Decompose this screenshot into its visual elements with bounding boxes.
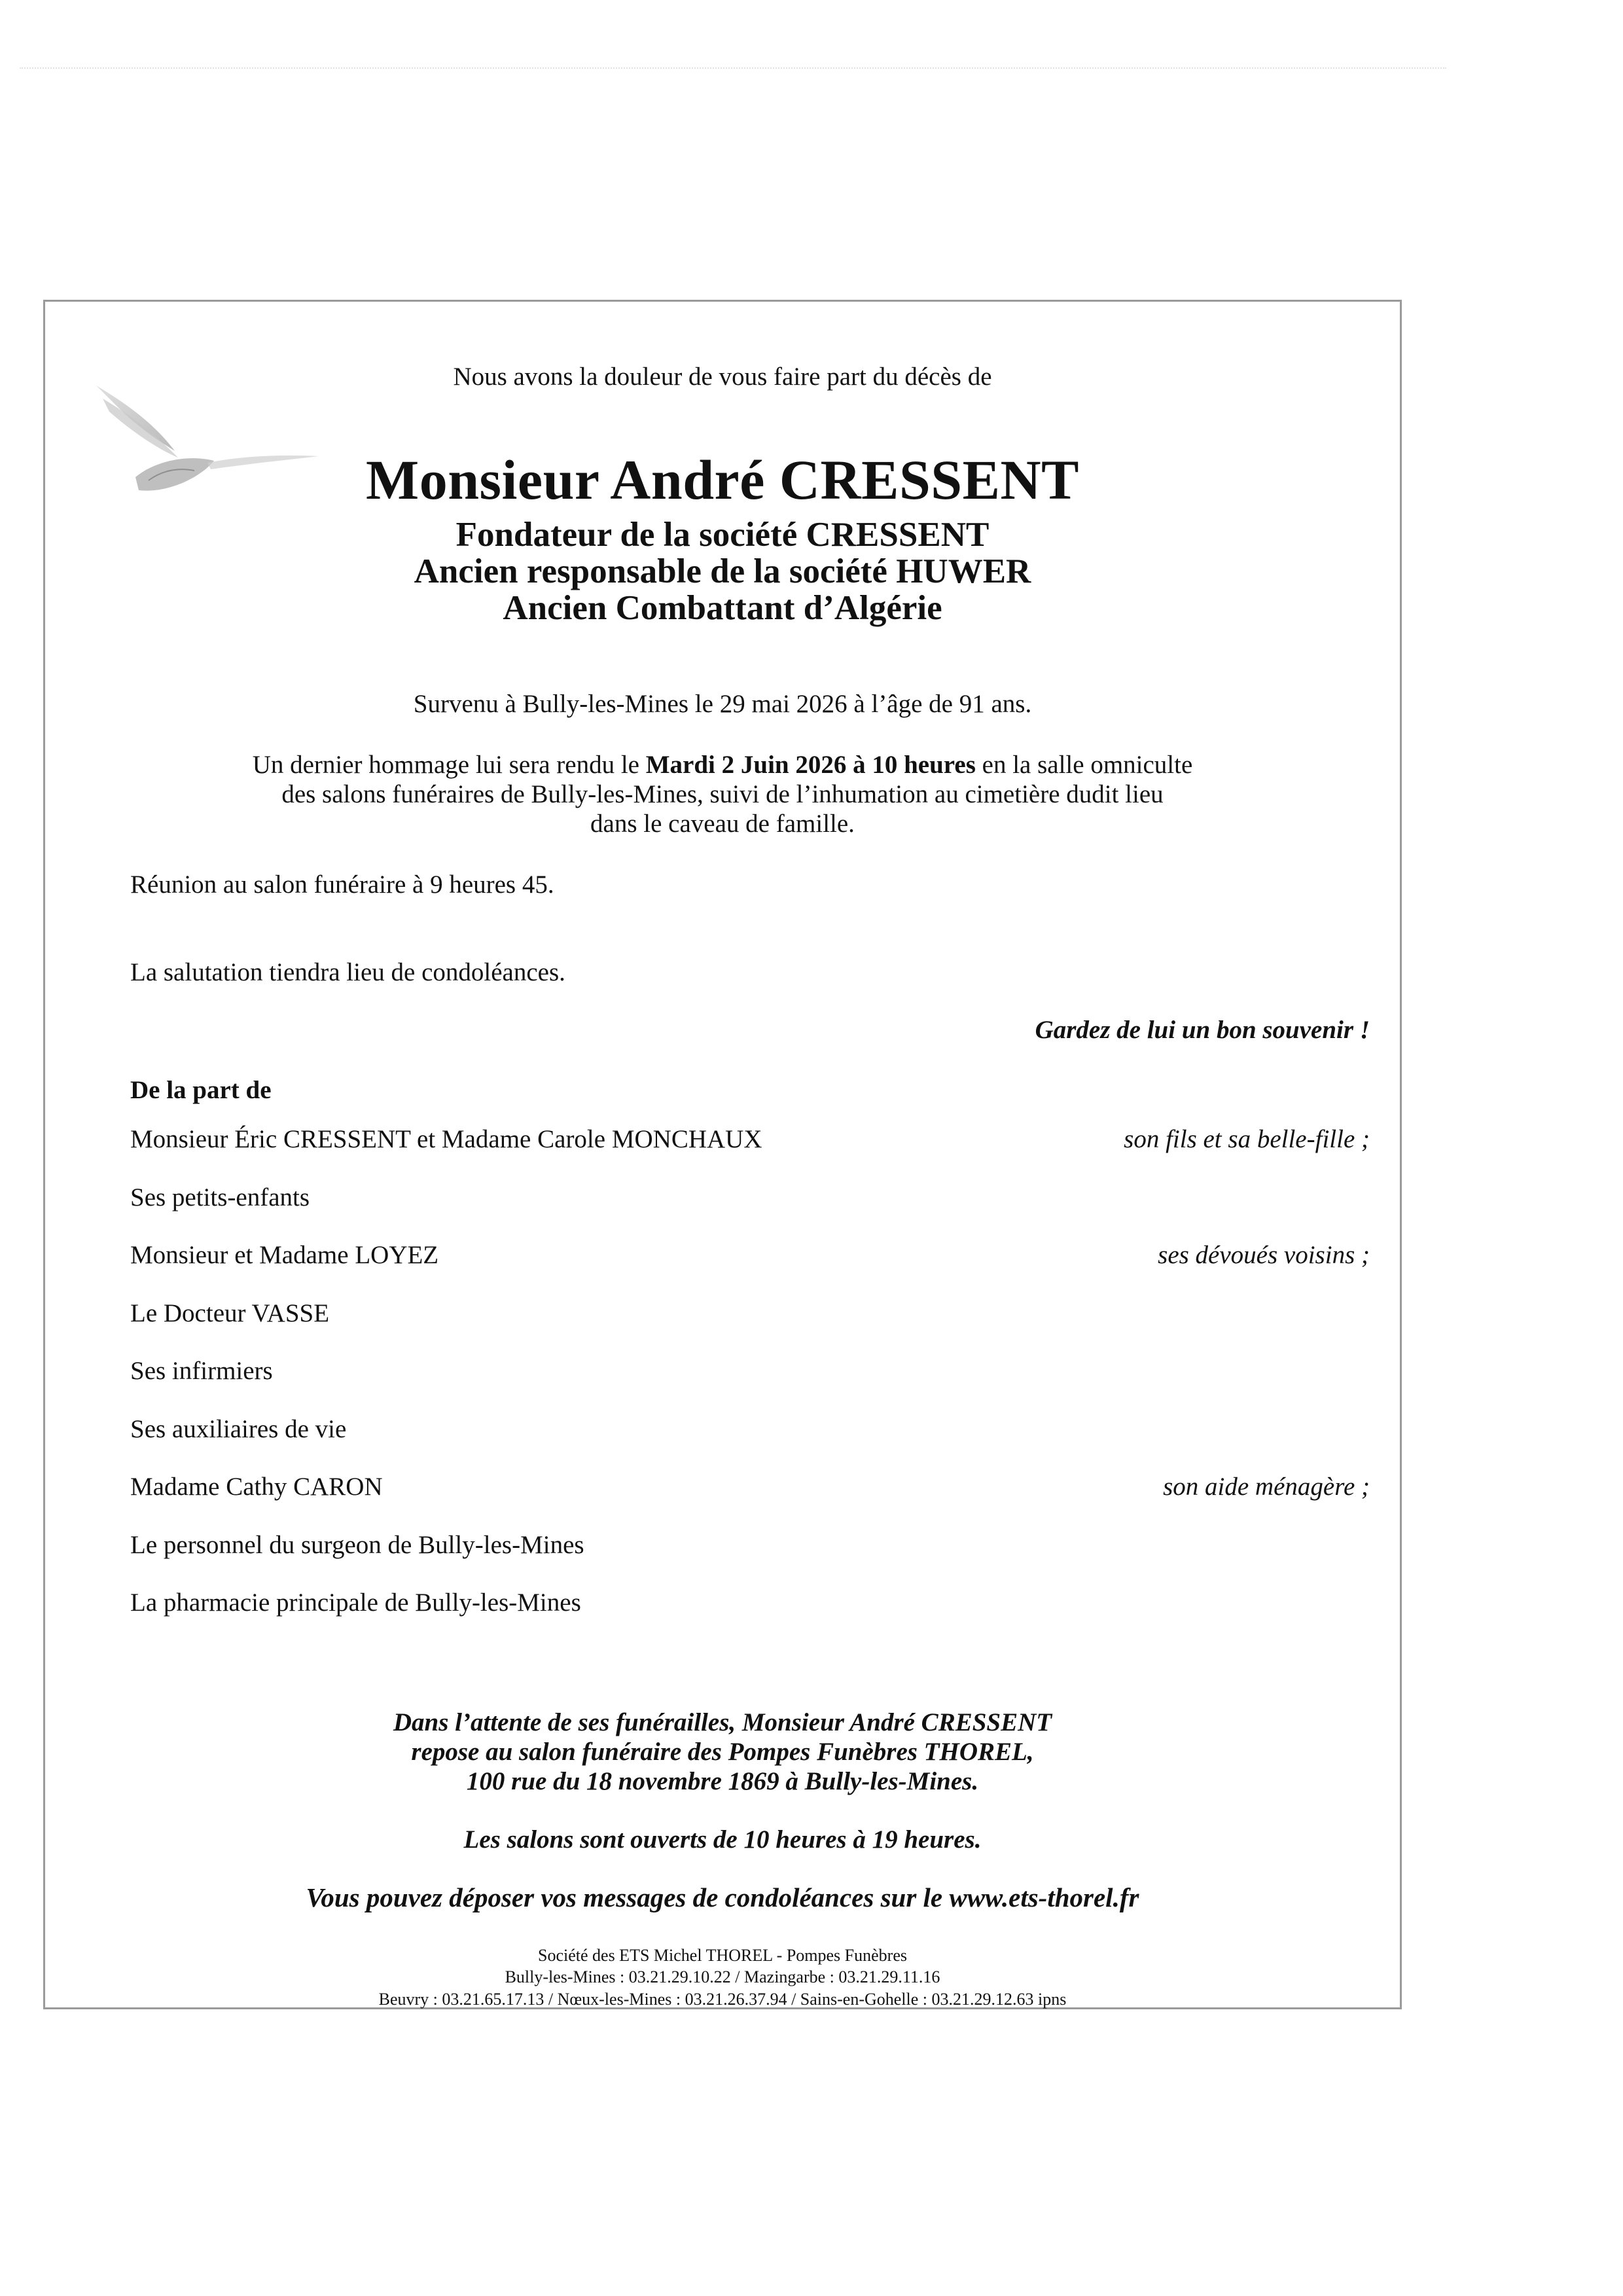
footer-phones-2: Beuvry : 03.21.65.17.13 / Nœux-les-Mines : 03.21.26.37.94 / Sains-en-Gohelle : 03.21.29.12.63 ipns (378, 1990, 1067, 2009)
family-row (130, 1472, 1370, 1505)
from-label: De la part de (130, 1076, 272, 1104)
family-relation: ses dévoués voisins ; (1158, 1241, 1370, 1269)
family-row (130, 1356, 1370, 1389)
hommage-line-3: dans le caveau de famille. (590, 810, 855, 838)
repose-line-2: repose au salon funéraire des Pompes Funèbres THOREL, (411, 1738, 1034, 1766)
family-member: Ses petits-enfants (130, 1183, 310, 1211)
footer-phones-1: Bully-les-Mines : 03.21.29.10.22 / Mazingarbe : 03.21.29.11.16 (505, 1967, 940, 1986)
family-row (130, 1530, 1370, 1563)
salutation-text: La salutation tiendra lieu de condoléances. (130, 958, 565, 986)
family-member: Le Docteur VASSE (130, 1299, 330, 1327)
title-line-2: Ancien responsable de la société HUWER (414, 552, 1031, 590)
death-details: Survenu à Bully-les-Mines le 29 mai 2026 à l’âge de 91 ans. (413, 690, 1032, 718)
hommage-line-2: des salons funéraires de Bully-les-Mines, suivi de l’inhumation au cimetière dudit lieu (281, 780, 1164, 808)
family-member: Ses infirmiers (130, 1357, 273, 1385)
footer-company: Société des ETS Michel THOREL - Pompes Funèbres (538, 1946, 907, 1965)
hommage-text-before: Un dernier hommage lui sera rendu le (252, 751, 646, 779)
family-row (130, 1240, 1370, 1273)
condolence-website: Vous pouvez déposer vos messages de condoléances sur le www.ets-thorel.fr (306, 1882, 1139, 1912)
family-member: Monsieur Éric CRESSENT et Madame Carole MONCHAUX (130, 1125, 762, 1153)
deceased-name: Monsieur André CRESSENT (366, 448, 1079, 511)
hommage-line-1 (45, 750, 1400, 780)
hommage-date: Mardi 2 Juin 2026 à 10 heures (645, 751, 976, 779)
family-row (130, 1124, 1370, 1157)
reunion-text: Réunion au salon funéraire à 9 heures 45. (130, 870, 554, 899)
repose-line-1: Dans l’attente de ses funérailles, Monsieur André CRESSENT (393, 1708, 1052, 1736)
family-row (130, 1299, 1370, 1331)
family-row (130, 1588, 1370, 1621)
scan-artifact-line (20, 67, 1446, 69)
family-member: Monsieur et Madame LOYEZ (130, 1241, 439, 1269)
motto-text: Gardez de lui un bon souvenir ! (1035, 1016, 1370, 1044)
repose-line-3: 100 rue du 18 novembre 1869 à Bully-les-Mines. (466, 1767, 979, 1795)
family-relation: son fils et sa belle-fille ; (1124, 1125, 1370, 1153)
family-member: La pharmacie principale de Bully-les-Mines (130, 1588, 581, 1617)
family-relation: son aide ménagère ; (1163, 1473, 1370, 1501)
title-line-1: Fondateur de la société CRESSENT (455, 516, 990, 554)
intro-text: Nous avons la douleur de vous faire part du décès de (453, 363, 992, 391)
obituary-notice (43, 300, 1402, 2009)
family-member: Ses auxiliaires de vie (130, 1415, 347, 1443)
family-row (130, 1183, 1370, 1215)
family-member: Le personnel du surgeon de Bully-les-Mines (130, 1531, 584, 1559)
hommage-text-after: en la salle omniculte (975, 751, 1193, 779)
opening-hours: Les salons sont ouverts de 10 heures à 19 heures. (463, 1825, 982, 1854)
family-row (130, 1414, 1370, 1447)
family-member: Madame Cathy CARON (130, 1473, 383, 1501)
title-line-3: Ancien Combattant d’Algérie (503, 589, 942, 627)
